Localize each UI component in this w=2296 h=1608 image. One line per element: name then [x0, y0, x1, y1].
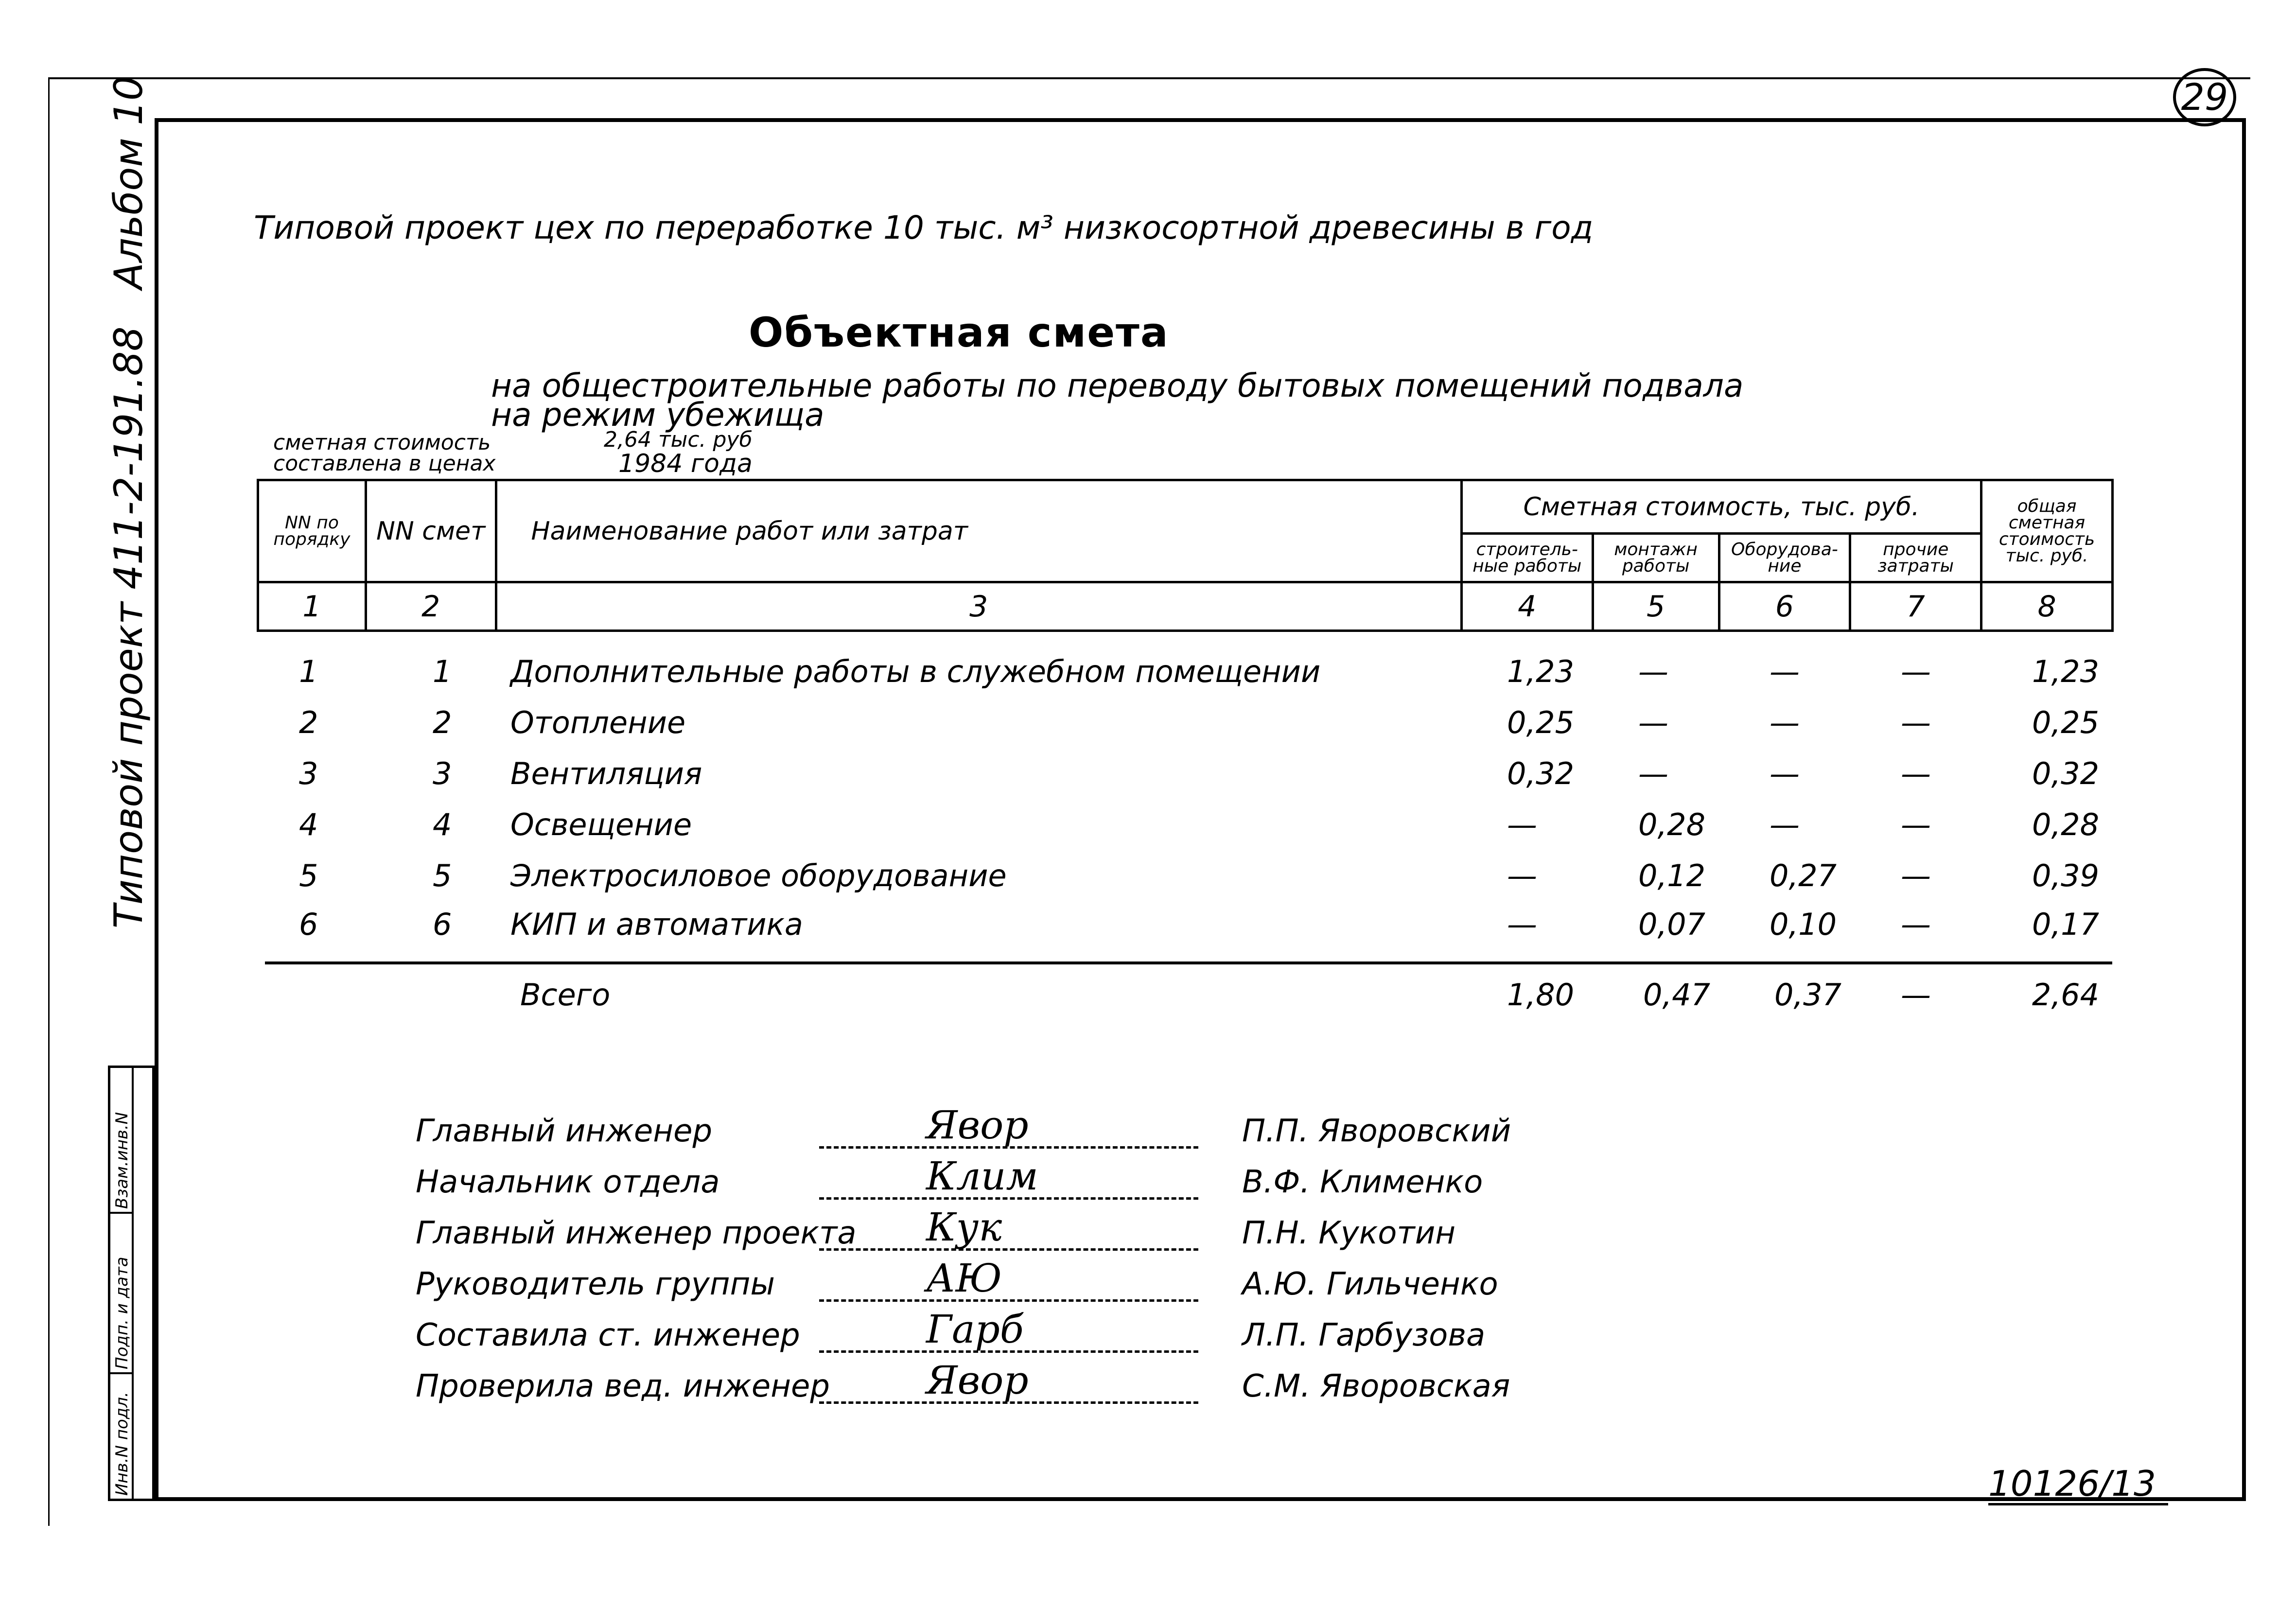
col-number-6: 6 — [1719, 582, 1850, 631]
row-other-cost: — — [1901, 654, 1931, 689]
row-work-name: Вентиляция — [510, 756, 702, 791]
meta-prices — [273, 449, 753, 478]
stamp-label-inventory: Инв.N подл. — [112, 1392, 132, 1496]
signature-position: Руководитель группы — [416, 1266, 775, 1302]
row-total-cost: 1,23 — [2032, 654, 2100, 689]
row-installation-cost: 0,12 — [1638, 858, 1706, 893]
col-number-3: 3 — [496, 582, 1461, 631]
page-number: 29 — [2173, 68, 2236, 126]
header-construction-works: строитель-ные работы — [1461, 534, 1593, 582]
total-label: Всего — [520, 977, 611, 1013]
project-code-label: Типовой проект 411-2-191.88 — [106, 326, 151, 928]
row-estimate-number: 2 — [433, 705, 452, 740]
meta-cost-label: сметная стоимость — [273, 430, 491, 455]
row-equipment-cost: — — [1770, 756, 1800, 791]
row-estimate-number: 6 — [433, 907, 452, 942]
stamp-label-signature: Подп. и дата — [112, 1257, 132, 1369]
handwritten-signature: АЮ — [926, 1256, 1002, 1301]
row-total-cost: 0,17 — [2032, 907, 2100, 942]
row-work-name: Дополнительные работы в служебном помещении — [510, 654, 1321, 689]
row-order-number: 3 — [299, 756, 318, 791]
row-equipment-cost: — — [1770, 705, 1800, 740]
signature-name: П.Н. Кукотин — [1242, 1215, 1456, 1251]
header-work-name: Наименование работ или затрат — [496, 480, 1461, 582]
row-order-number: 5 — [299, 858, 318, 893]
row-work-name: КИП и автоматика — [510, 907, 803, 942]
row-estimate-number: 5 — [433, 858, 452, 893]
row-order-number: 4 — [299, 807, 318, 842]
signature-position: Главный инженер — [416, 1113, 713, 1149]
col-number-7: 7 — [1850, 582, 1981, 631]
document-code: 10126/13 — [1988, 1463, 2156, 1504]
row-construction-cost: — — [1507, 807, 1537, 842]
row-other-cost: — — [1901, 858, 1931, 893]
row-equipment-cost: — — [1770, 654, 1800, 689]
subtitle-line-1: на общестроительные работы по переводу бытовых помещений подвала — [491, 367, 1744, 404]
row-total-cost: 0,32 — [2032, 756, 2100, 791]
handwritten-signature: Гарб — [926, 1307, 1024, 1352]
header-estimated-cost-group: Сметная стоимость, тыс. руб. — [1461, 480, 1981, 534]
signature-position: Главный инженер проекта — [416, 1215, 857, 1251]
row-work-name: Освещение — [510, 807, 692, 842]
col-number-1: 1 — [258, 582, 366, 631]
signature-name: А.Ю. Гильченко — [1242, 1266, 1498, 1302]
header-installation-works: монтажн работы — [1593, 534, 1719, 582]
signature-name: С.М. Яворовская — [1242, 1368, 1510, 1404]
stamp-cell-replacement — [110, 1068, 132, 1214]
meta-cost-value: 2,64 тыс. руб — [604, 427, 753, 452]
total-separator-line — [265, 961, 2112, 964]
row-estimate-number: 3 — [433, 756, 452, 791]
row-equipment-cost: 0,10 — [1770, 907, 1837, 942]
row-order-number: 1 — [299, 654, 318, 689]
col-number-5: 5 — [1593, 582, 1719, 631]
header-equipment: Оборудова-ние — [1719, 534, 1850, 582]
signature-name: П.П. Яворовский — [1242, 1113, 1511, 1149]
stamp-label-replacement: Взам.инв.N — [112, 1112, 132, 1209]
total-total-cost: 2,64 — [2032, 977, 2100, 1013]
col-number-4: 4 — [1461, 582, 1593, 631]
row-construction-cost: 1,23 — [1507, 654, 1575, 689]
header-total-cost: общая сметная стоимость тыс. руб. — [1981, 480, 2113, 582]
handwritten-signature: Явор — [926, 1358, 1029, 1403]
signature-position: Составила ст. инженер — [416, 1317, 800, 1353]
album-label: Альбом 10 — [106, 76, 151, 289]
total-installation-cost: 0,47 — [1643, 977, 1711, 1013]
row-equipment-cost: — — [1770, 807, 1800, 842]
row-construction-cost: 0,25 — [1507, 705, 1575, 740]
estimate-heading: Объектная смета — [749, 309, 1169, 356]
row-installation-cost: — — [1638, 654, 1668, 689]
row-total-cost: 0,28 — [2032, 807, 2100, 842]
row-work-name: Электросиловое оборудование — [510, 858, 1007, 893]
stamp-strip — [108, 1066, 155, 1501]
row-construction-cost: — — [1507, 858, 1537, 893]
document-code-underline — [1988, 1503, 2168, 1505]
signature-name: В.Ф. Клименко — [1242, 1164, 1483, 1200]
total-construction-cost: 1,80 — [1507, 977, 1575, 1013]
handwritten-signature: Клим — [926, 1154, 1038, 1199]
signature-position: Начальник отдела — [416, 1164, 720, 1200]
col-number-8: 8 — [1981, 582, 2113, 631]
header-other-costs: прочие затраты — [1850, 534, 1981, 582]
row-installation-cost: — — [1638, 756, 1668, 791]
row-other-cost: — — [1901, 807, 1931, 842]
row-estimate-number: 4 — [433, 807, 452, 842]
row-work-name: Отопление — [510, 705, 686, 740]
row-installation-cost: 0,07 — [1638, 907, 1706, 942]
row-other-cost: — — [1901, 907, 1931, 942]
row-equipment-cost: 0,27 — [1770, 858, 1837, 893]
row-order-number: 6 — [299, 907, 318, 942]
handwritten-signature: Явор — [926, 1102, 1029, 1148]
signature-position: Проверила вед. инженер — [416, 1368, 830, 1404]
signature-name: Л.П. Гарбузова — [1242, 1317, 1486, 1353]
signature-line — [819, 1248, 1198, 1251]
stamp-divider — [132, 1068, 134, 1499]
meta-prices-value: 1984 года — [618, 449, 753, 478]
header-estimate-number: NN смет — [366, 480, 496, 582]
signature-line — [819, 1299, 1198, 1302]
col-number-2: 2 — [366, 582, 496, 631]
meta-prices-label: составлена в ценах — [273, 451, 496, 476]
total-equipment-cost: 0,37 — [1774, 977, 1842, 1013]
row-order-number: 2 — [299, 705, 318, 740]
stamp-cell-inventory — [110, 1374, 132, 1499]
row-installation-cost: 0,28 — [1638, 807, 1706, 842]
row-construction-cost: — — [1507, 907, 1537, 942]
estimate-table-header — [257, 479, 2114, 632]
row-construction-cost: 0,32 — [1507, 756, 1575, 791]
row-other-cost: — — [1901, 705, 1931, 740]
row-installation-cost: — — [1638, 705, 1668, 740]
subtitle-line-2: на режим убежища — [491, 396, 824, 434]
header-order-number: NN по порядку — [258, 480, 366, 582]
row-other-cost: — — [1901, 756, 1931, 791]
row-total-cost: 0,25 — [2032, 705, 2100, 740]
handwritten-signature: Кук — [926, 1205, 1002, 1250]
row-total-cost: 0,39 — [2032, 858, 2100, 893]
row-estimate-number: 1 — [433, 654, 452, 689]
document-title: Типовой проект цех по переработке 10 тыс. м³ низкосортной древесины в год — [254, 209, 1594, 246]
stamp-cell-signature — [110, 1214, 132, 1374]
total-other-cost: — — [1901, 977, 1931, 1013]
